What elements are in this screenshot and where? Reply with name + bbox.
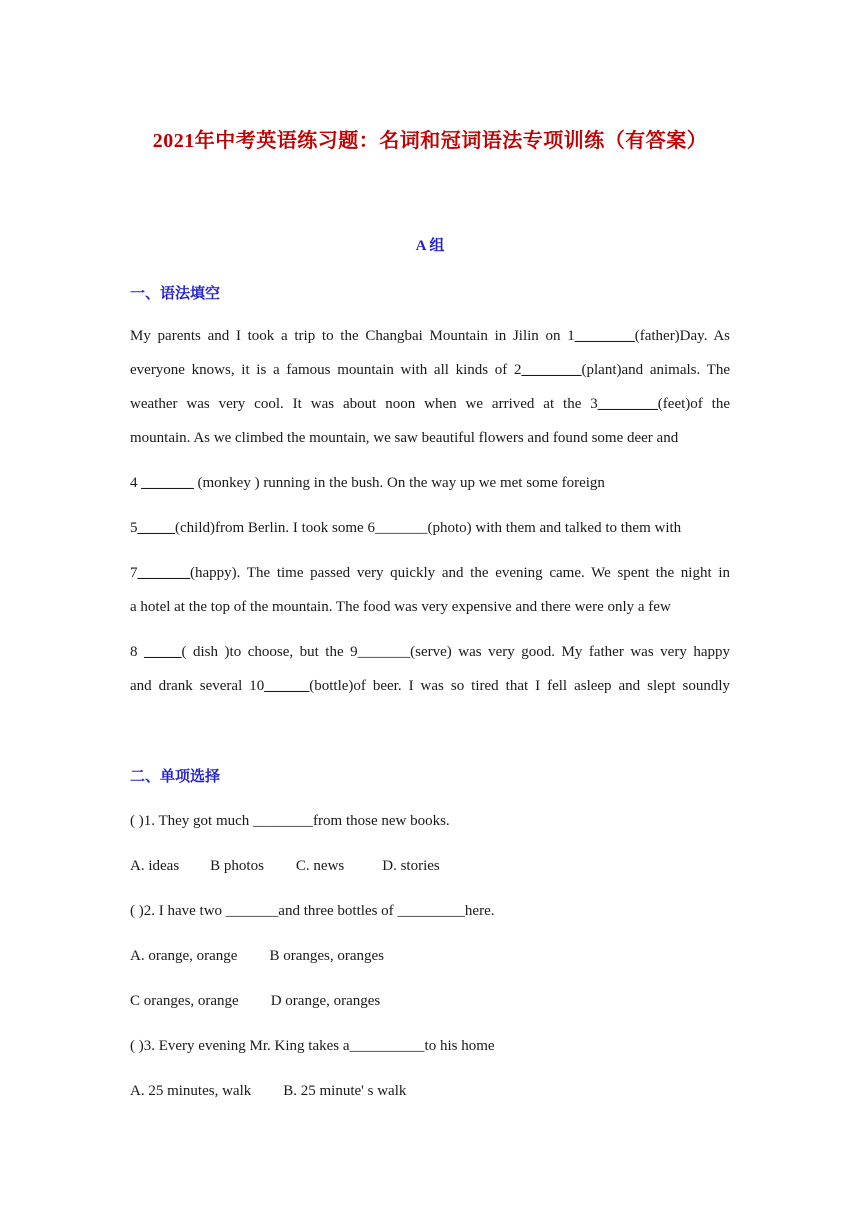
blank-8[interactable]: _____ [144, 644, 182, 660]
option-2c[interactable]: C oranges, orange [130, 993, 239, 1009]
cloze-line-10: and drank several 10______(bottle)of beer. I was so tired that I fell asleep and slept soundly [130, 678, 730, 694]
question-1-options [130, 856, 440, 876]
cloze-line-8: a hotel at the top of the mountain. The food was very expensive and there were only a few [130, 599, 671, 615]
option-1c[interactable]: C. news [295, 858, 345, 874]
option-2b[interactable]: B oranges, oranges [269, 948, 385, 964]
option-1b[interactable]: B photos [210, 858, 264, 874]
option-2d[interactable]: D orange, oranges [270, 993, 381, 1009]
section-heading-choice: 二、单项选择 [130, 769, 221, 785]
option-3b[interactable]: B. 25 minute' s walk [283, 1083, 407, 1099]
option-2a[interactable]: A. orange, orange [130, 948, 238, 964]
option-1d[interactable]: D. stories [382, 858, 440, 874]
question-2-options-row1 [130, 946, 384, 966]
cloze-line-6: 5_____(child)from Berlin. I took some 6_______(photo) with them and talked to them with [130, 520, 682, 536]
question-1: ( )1. They got much ________from those new books. [130, 813, 450, 829]
question-3-options [130, 1081, 406, 1101]
blank-10[interactable]: ______ [264, 678, 310, 694]
cloze-line-3: weather was very cool. It was about noon when we arrived at the 3________(feet)of the [130, 396, 730, 412]
group-label: A 组 [415, 238, 445, 254]
option-3a[interactable]: A. 25 minutes, walk [130, 1083, 252, 1099]
blank-5[interactable]: _____ [137, 520, 175, 536]
blank-7[interactable]: _______ [137, 565, 190, 581]
cloze-line-5: 4 _______ (monkey ) running in the bush. On the way up we met some foreign [130, 475, 605, 491]
cloze-line-2: everyone knows, it is a famous mountain with all kinds of 2________(plant)and animals. The [130, 362, 730, 378]
blank-2[interactable]: ________ [521, 362, 582, 378]
cloze-line-4: mountain. As we climbed the mountain, we saw beautiful flowers and found some deer and [130, 430, 679, 446]
blank-1[interactable]: ________ [574, 328, 635, 344]
question-2: ( )2. I have two _______and three bottles of _________here. [130, 903, 495, 919]
cloze-line-1: My parents and I took a trip to the Changbai Mountain in Jilin on 1________(father)Day. As [130, 328, 731, 344]
option-1a[interactable]: A. ideas [130, 858, 180, 874]
blank-4[interactable]: _______ [141, 475, 194, 491]
section-heading-cloze: 一、语法填空 [130, 286, 221, 302]
cloze-line-9: 8 _____( dish )to choose, but the 9_______(serve) was very good. My father was very happy [130, 644, 730, 660]
blank-3[interactable]: ________ [597, 396, 658, 412]
document-title: 2021年中考英语练习题：名词和冠词语法专项训练（有答案） [152, 130, 708, 152]
cloze-line-7: 7_______(happy). The time passed very quickly and the evening came. We spent the night in [130, 565, 730, 581]
question-2-options-row2 [130, 991, 380, 1011]
question-3: ( )3. Every evening Mr. King takes a__________to his home [130, 1038, 495, 1054]
